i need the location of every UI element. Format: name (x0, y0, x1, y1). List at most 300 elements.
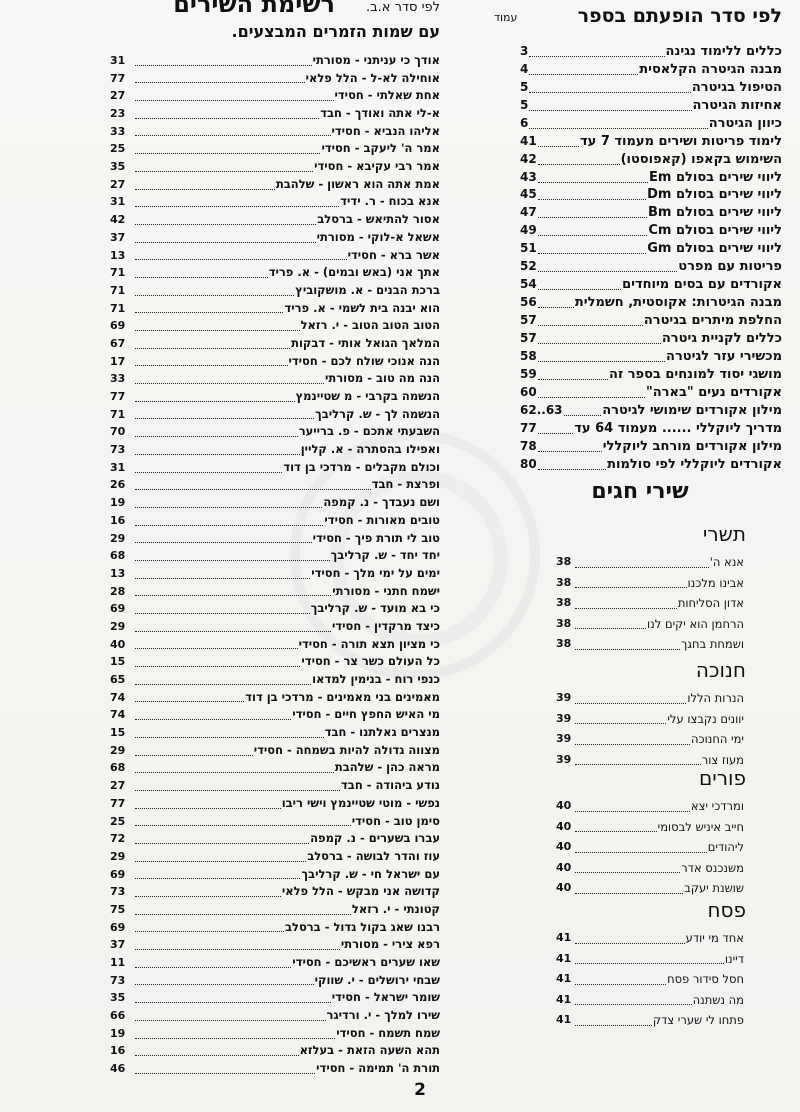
entry-page: 39 (556, 752, 572, 766)
dot-leader (135, 967, 291, 968)
entry-page: 71 (110, 266, 126, 280)
dot-leader (538, 469, 606, 470)
holiday-song-row (556, 858, 744, 879)
dot-leader (135, 82, 305, 83)
dot-leader (135, 613, 310, 614)
toc-page-label: עמוד (494, 11, 518, 24)
dot-leader (135, 896, 281, 897)
dot-leader (575, 893, 683, 894)
entry-title: שאו שערים ראשיכם - חסידי (292, 955, 440, 970)
dot-leader (575, 831, 657, 832)
dot-leader (135, 472, 282, 473)
song-index-row (110, 866, 440, 884)
entry-title: ומרדכי יצא (690, 799, 744, 813)
dot-leader (135, 825, 351, 826)
toc-header (492, 5, 782, 35)
song-index-order: לפי סדר א.ב. (365, 0, 440, 15)
holiday-song-list (556, 552, 744, 655)
entry-title: משנכנס אדר (681, 860, 744, 875)
holiday-song-row (556, 729, 744, 750)
entry-page: 65 (110, 673, 126, 687)
dot-leader (135, 684, 311, 685)
dot-leader (135, 648, 298, 649)
entry-title: ליווי שירים בסולם Gm (647, 241, 782, 257)
entry-title: מה נשתנה (692, 992, 744, 1007)
toc-row (520, 312, 782, 330)
entry-page: 16 (110, 513, 126, 527)
entry-page: 38 (556, 637, 572, 650)
dot-leader (135, 790, 340, 791)
entry-page: 69 (110, 602, 126, 616)
entry-page: 38 (556, 555, 572, 568)
toc-row (520, 222, 782, 240)
dot-leader (538, 343, 661, 344)
song-index-row (110, 547, 440, 565)
song-index-row (110, 176, 440, 194)
dot-leader (135, 701, 244, 702)
dot-leader (135, 365, 288, 366)
entry-title: אחת שאלתי - חסידי (334, 88, 440, 103)
toc-row (520, 258, 782, 276)
entry-title: שושנת יעקב (684, 881, 744, 895)
toc-row (520, 97, 782, 115)
dot-leader (538, 307, 574, 308)
toc-row (520, 276, 782, 294)
entry-title: ימי החנוכה (691, 732, 744, 746)
holiday-song-list (556, 796, 744, 899)
dot-leader (135, 595, 331, 596)
dot-leader (135, 259, 347, 260)
song-index-row (110, 353, 440, 371)
entry-page: 71 (110, 407, 126, 421)
entry-page: 17 (110, 354, 126, 368)
entry-page: 11 (110, 956, 126, 970)
dot-leader (135, 878, 300, 879)
dot-leader (575, 567, 709, 568)
entry-page: 31 (110, 195, 126, 209)
dot-leader (538, 379, 608, 380)
dot-leader (575, 628, 646, 629)
dot-leader (538, 433, 574, 434)
song-index-row (110, 1007, 440, 1025)
holiday-song-row (556, 928, 744, 949)
dot-leader (575, 984, 666, 985)
entry-title: תורת ה' תמימה - חסידי (316, 1061, 440, 1076)
song-index-subtitle: עם שמות הזמרים המבצעים. (231, 22, 440, 41)
song-index-row (110, 87, 440, 105)
song-index-title: רשימת השירים (173, 0, 335, 18)
entry-title: ליווי שירים בסולם Em (649, 169, 782, 185)
dot-leader (135, 631, 331, 632)
entry-page: 28 (110, 584, 126, 598)
dot-leader (529, 92, 690, 93)
entry-title: שומר ישראל - חסידי (331, 990, 440, 1005)
entry-page: 26 (110, 478, 126, 492)
entry-title: ליהודים (707, 840, 744, 854)
entry-title: ליווי שירים בסולם Bm (647, 205, 782, 221)
entry-page: 6 (520, 115, 529, 130)
entry-title: מצווה גדולה להיות בשמחה - חסידי (253, 742, 440, 757)
dot-leader (135, 330, 300, 331)
entry-page: 19 (110, 1026, 126, 1040)
entry-title: אקורדים ליוקללי לפי סולמות (607, 456, 782, 472)
dot-leader (135, 542, 312, 543)
entry-title: אודך כי עניתני - מסורתי (312, 52, 440, 67)
entry-page: 13 (110, 248, 126, 262)
song-index-row (110, 848, 440, 866)
dot-leader (575, 703, 686, 704)
entry-title: ברכת הבנים - א. מושקוביץ (295, 282, 440, 297)
entry-page: 35 (110, 991, 126, 1005)
dot-leader (135, 171, 313, 172)
entry-page: 56 (520, 295, 537, 310)
dot-leader (538, 361, 665, 362)
entry-title: לימוד פריטות ושירים מעמוד 7 עד (580, 133, 782, 149)
dot-leader (538, 253, 647, 254)
entry-page: 38 (556, 616, 572, 630)
entry-page: 39 (556, 711, 572, 725)
song-index-row (110, 158, 440, 176)
entry-title: ימים על ימי מלך - חסידי (311, 565, 440, 580)
toc-row (520, 204, 782, 222)
entry-page: 5 (520, 97, 529, 112)
holiday-song-row (556, 990, 744, 1011)
entry-page: 19 (110, 496, 126, 510)
entry-title: עברו בשערים - נ. קמפה (310, 831, 440, 846)
page-number: 2 (414, 1080, 426, 1100)
entry-title: ופרצת - חבד (371, 477, 440, 492)
dot-leader (135, 507, 322, 508)
entry-page: 15 (110, 655, 126, 669)
entry-page: 67 (110, 336, 126, 350)
entry-page: 60 (520, 384, 537, 399)
entry-page: 71 (110, 283, 126, 297)
entry-title: מראה כהן - שלהבת (334, 760, 440, 775)
entry-title: רפא צירי - מסורתי (340, 937, 440, 952)
song-index-row (110, 105, 440, 123)
entry-page: 40 (556, 881, 572, 894)
song-index-row (110, 1060, 440, 1078)
dot-leader (538, 217, 647, 218)
entry-page: 37 (110, 938, 126, 952)
entry-page: 75 (110, 902, 126, 916)
entry-title: חייב איניש לבסומי (657, 819, 744, 834)
entry-page: 49 (520, 223, 537, 238)
entry-page: 41 (556, 972, 572, 985)
entry-title: החלפת מיתרים בגיטרה (643, 313, 782, 329)
song-index-row (110, 370, 440, 388)
entry-page: 41 (556, 1013, 572, 1026)
entry-title: מילון אקורדים שימושי לגיטרה (602, 402, 782, 418)
dot-leader (135, 931, 284, 932)
holiday-song-row (556, 878, 744, 899)
dot-leader (135, 1073, 315, 1074)
toc-title: לפי סדר הופעתם בספר (577, 5, 782, 27)
song-index-row (110, 530, 440, 548)
song-index-list (110, 52, 440, 1078)
song-index-row (110, 954, 440, 972)
entry-title: קטונתי - י. רזאל (351, 901, 440, 916)
entry-page: 40 (556, 840, 572, 853)
dot-leader (538, 235, 648, 236)
dot-leader (135, 436, 298, 437)
song-index-row (110, 936, 440, 954)
song-index-row (110, 565, 440, 583)
entry-title: רבנו שאג בקול גדול - ברסלב (284, 919, 440, 934)
entry-page: 25 (110, 142, 126, 156)
entry-title: הרחמן הוא יקים לנו (647, 616, 744, 631)
entry-page: 31 (110, 53, 126, 67)
entry-title: מי האיש החפץ חיים - חסידי (292, 707, 440, 722)
dot-leader (135, 295, 294, 296)
dot-leader (575, 744, 690, 745)
entry-title: מבנה הגיטרות: אקוסטית, חשמלית (574, 295, 782, 311)
entry-title: עוז והדר לבושה - ברסלב (307, 848, 440, 863)
entry-page: 4 (520, 61, 529, 76)
dot-leader (135, 1038, 335, 1039)
entry-title: ליווי שירים בסולם Dm (647, 187, 782, 203)
entry-page: 33 (110, 372, 126, 386)
entry-title: אשר ברא - חסידי (347, 247, 440, 262)
holiday-section-heading: פורים (699, 766, 746, 790)
entry-title: אמר רבי עקיבא - חסידי (314, 159, 440, 174)
song-index-header (110, 0, 440, 46)
entry-title: הטיפול בגיטרה (691, 79, 782, 95)
dot-leader (135, 189, 275, 190)
toc-row (520, 61, 782, 79)
entry-page: 73 (110, 885, 126, 899)
entry-page: 41 (556, 951, 572, 965)
song-index-row (110, 194, 440, 212)
holiday-song-row (556, 1010, 744, 1031)
dot-leader (575, 943, 685, 944)
song-index-row (110, 211, 440, 229)
dot-leader (135, 100, 334, 101)
entry-page: 27 (110, 779, 126, 793)
holiday-song-row (556, 837, 744, 858)
song-index-row (110, 671, 440, 689)
entry-title: אשאל א-לוקי - מסורתי (316, 229, 440, 244)
entry-page: 27 (110, 89, 126, 103)
dot-leader (135, 418, 314, 419)
dot-leader (135, 65, 312, 66)
entry-title: כללים לקניית גיטרה (661, 330, 782, 346)
entry-title: מבנה הגיטרה הקלאסית (639, 61, 782, 77)
entry-title: שמח תשמח - חסידי (336, 1025, 440, 1040)
holiday-song-row (556, 969, 744, 990)
song-index-row (110, 724, 440, 742)
holiday-song-row (556, 614, 744, 635)
entry-page: 47 (520, 205, 537, 220)
toc-row (520, 384, 782, 402)
entry-title: יוונים נקבצו עלי (667, 711, 744, 726)
dot-leader (135, 1002, 331, 1003)
entry-title: אמת אתה הוא ראשון - שלהבת (275, 176, 440, 191)
entry-page: 68 (110, 761, 126, 775)
entry-page: 58 (520, 348, 537, 363)
dot-leader (135, 206, 339, 207)
toc-row (520, 169, 782, 187)
toc-row (520, 438, 782, 456)
dot-leader (538, 325, 643, 326)
entry-page: 57 (520, 313, 537, 328)
dot-leader (575, 1025, 652, 1026)
entry-page: 77 (110, 390, 126, 404)
holiday-song-list (556, 688, 744, 770)
dot-leader (135, 1055, 299, 1056)
song-index-row (110, 388, 440, 406)
entry-title: אחיזות הגיטרה (692, 97, 782, 113)
dot-leader (135, 808, 281, 809)
entry-page: 15 (110, 726, 126, 740)
toc-row (520, 330, 782, 348)
dot-leader (135, 861, 306, 862)
entry-title: אקורדים עם בסים מיוחדים (622, 277, 782, 293)
holiday-song-row (556, 709, 744, 730)
entry-page: 45 (520, 187, 537, 202)
entry-title: כל העולם כשר צר - חסידי (301, 654, 440, 669)
holiday-song-list (556, 928, 744, 1031)
dot-leader (135, 224, 316, 225)
entry-title: הנשמה לך - ש. קרליבך (315, 406, 440, 421)
entry-page: 33 (110, 124, 126, 138)
song-index-row (110, 459, 440, 477)
entry-page: 31 (110, 460, 126, 474)
dot-leader (135, 118, 319, 119)
entry-title: מעוז צור (701, 752, 744, 767)
song-index-row (110, 494, 440, 512)
song-index-row (110, 653, 440, 671)
entry-title: חסל סידור פסח (667, 972, 744, 986)
entry-title: כי מציון תצא תורה - חסידי (298, 636, 440, 651)
dot-leader (538, 164, 620, 165)
holiday-songs-title: שירי חגים (591, 479, 689, 504)
entry-title: הנה אנוכי שולח לכם - חסידי (288, 353, 440, 368)
song-index-row (110, 300, 440, 318)
dot-leader (575, 608, 677, 609)
entry-title: מדריך ליוקללי ...... מעמוד 64 עד (574, 420, 782, 436)
holiday-song-row (556, 573, 744, 594)
song-index-row (110, 1025, 440, 1043)
entry-page: 23 (110, 107, 126, 121)
song-index-row (110, 140, 440, 158)
entry-page: 13 (110, 566, 126, 580)
entry-title: כנפי רוח - בנימין למדאו (312, 672, 440, 687)
entry-page: 51 (520, 241, 537, 256)
song-index-row (110, 264, 440, 282)
song-index-row (110, 335, 440, 353)
entry-page: 5 (520, 79, 529, 94)
dot-leader (538, 397, 645, 398)
dot-leader (135, 135, 331, 136)
dot-leader (538, 199, 646, 200)
entry-page: 41 (556, 992, 572, 1006)
entry-page: 80 (520, 456, 537, 471)
holiday-song-row (556, 593, 744, 614)
entry-page: 39 (556, 691, 572, 704)
dot-leader (575, 852, 707, 853)
entry-page: 59 (520, 366, 537, 381)
song-index-row (110, 123, 440, 141)
dot-leader (575, 723, 666, 724)
dot-leader (135, 949, 340, 950)
dot-leader (135, 242, 316, 243)
entry-title: מושגי יסוד למונחים בספר זה (609, 366, 782, 382)
song-index-row (110, 247, 440, 265)
song-index-row (110, 441, 440, 459)
entry-page: 16 (110, 1044, 126, 1058)
dot-leader (538, 146, 579, 147)
song-index-row (110, 795, 440, 813)
entry-title: שירו למלך - י. ורדיגר (326, 1008, 440, 1023)
dot-leader (529, 74, 638, 75)
dot-leader (135, 578, 310, 579)
dot-leader (135, 348, 290, 349)
song-index-row (110, 423, 440, 441)
entry-title: נפשי - מוטי שטיינמץ וישי ריבו (281, 795, 440, 810)
toc-row (520, 402, 782, 420)
dot-leader (135, 666, 300, 667)
dot-leader (575, 649, 680, 650)
song-index-row (110, 600, 440, 618)
dot-leader (135, 277, 268, 278)
entry-title: מכשירי עזר לגיטרה (666, 348, 782, 364)
song-index-row (110, 477, 440, 495)
dot-leader (135, 401, 295, 402)
song-index-row (110, 52, 440, 70)
entry-page: 73 (110, 443, 126, 457)
holiday-song-row (556, 796, 744, 817)
entry-page: 35 (110, 160, 126, 174)
entry-title: השימוש בקאפו (קאפוסטו) (620, 151, 782, 167)
song-index-row (110, 317, 440, 335)
entry-title: אליהו הנביא - חסידי (331, 123, 440, 138)
entry-page: 74 (110, 690, 126, 704)
dot-leader (135, 984, 314, 985)
entry-page: 27 (110, 177, 126, 191)
entry-page: 29 (110, 531, 126, 545)
entry-title: הטוב הטוב הטוב - י. רזאל (300, 318, 440, 333)
dot-leader (529, 110, 691, 111)
holiday-section-heading: חנוכה (695, 658, 746, 682)
entry-title: אמר ה' ליעקב - חסידי (321, 141, 440, 156)
song-index-row (110, 70, 440, 88)
entry-page: 43 (520, 169, 537, 184)
entry-title: א-לי אתה ואודך - חבד (320, 106, 440, 121)
entry-page: 40 (556, 860, 572, 874)
toc-row (520, 348, 782, 366)
dot-leader (135, 843, 309, 844)
dot-leader (564, 415, 602, 416)
song-index-row (110, 972, 440, 990)
entry-page: 39 (556, 732, 572, 745)
toc-row (520, 366, 782, 384)
entry-page: 54 (520, 277, 537, 292)
entry-title: תהא השעה הזאת - בעלזא (299, 1043, 440, 1058)
entry-title: כללים ללימוד נגינה (665, 43, 782, 59)
entry-title: טוב לי תורת פיך - חסידי (312, 530, 440, 545)
entry-page: 3 (520, 43, 529, 58)
entry-title: אתך אני (באש ובמים) - א. פריד (268, 265, 440, 280)
entry-title: אקורדים נעים "בארה" (645, 384, 782, 400)
holiday-song-row (556, 552, 744, 573)
entry-page: 40 (110, 637, 126, 651)
entry-page: 41 (556, 931, 572, 944)
entry-title: ושם נעבדך - נ. קמפה (323, 495, 440, 510)
toc-row (520, 187, 782, 205)
entry-title: מאמינים בני מאמינים - מרדכי בן דוד (245, 689, 440, 704)
entry-title: אוחילה לא-ל - הלל פלאי (305, 70, 440, 85)
